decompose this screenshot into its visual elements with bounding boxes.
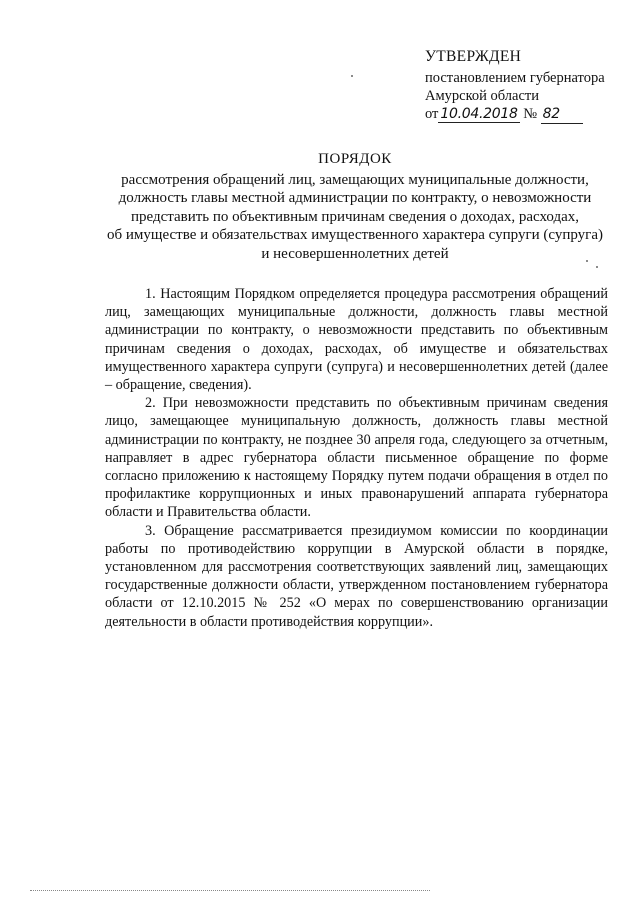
date-prefix: от <box>425 106 439 122</box>
title-line: и несовершеннолетних детей <box>261 245 449 262</box>
handwritten-number: 82 <box>541 105 583 124</box>
title-line: рассмотрения обращений лиц, замещающих муниципальные должности, <box>121 171 589 188</box>
scan-speck <box>586 260 588 262</box>
scan-speck <box>596 266 598 268</box>
scan-speck <box>351 75 353 77</box>
title-line: об имуществе и обязательствах имущественного характера супруги (супруга) <box>107 227 603 243</box>
approval-line-decree: постановлением губернатора <box>425 70 605 86</box>
number-prefix: № <box>523 106 538 122</box>
approval-line-region: Амурской области <box>425 88 539 104</box>
title-line: представить по объективным причинам сведения о доходах, расходах, <box>130 208 580 225</box>
approval-heading: УТВЕРЖДЕН <box>425 48 522 65</box>
document-title <box>95 150 615 263</box>
paragraph-2: 2. При невозможности представить по объективным причинам сведения лицо, замещающее муниципальную должность, должность главы местной администрации по контракту, не позднее 30 апреля года, следующего за отчетным, направляет в адрес губернатора области письменное обращение по форме согласно приложению к настоящему Порядку путем подачи обращения в отдел по профилактике коррупционных и иных правонарушений аппарата губернатора области и Правительства области. <box>105 395 608 521</box>
handwritten-date: 10.04.2018 <box>440 106 518 122</box>
paragraph-3: 3. Обращение рассматривается президиумом комиссии по координации работы по противодействию коррупции в Амурской области в порядке, установленном для рассмотрения соответствующих заявлений лиц, замещающих государственные должности области, утвержденном постановлением губернатора области от 12.10.2015 № 252 «О мерах по совершенствованию организации деятельности в области противодействия коррупции». <box>105 522 608 630</box>
approval-stamp <box>425 48 625 124</box>
approval-date-line <box>425 105 625 124</box>
scan-edge-noise <box>30 890 430 892</box>
title-main: ПОРЯДОК <box>318 151 392 167</box>
title-line: должность главы местной администрации по контракту, о невозможности <box>118 190 592 206</box>
paragraph-1: 1. Настоящим Порядком определяется процедура рассмотрения обращений лиц, замещающих муниципальные должности, должность главы местной администрации по контракту, о невозможности представить по объективным причинам сведения о доходах, расходах, об имуществе и обязательствах имущественного характера супруги (супруга) и несовершеннолетних детей (далее – обращение, сведения). <box>105 286 608 394</box>
document-body <box>105 285 608 631</box>
